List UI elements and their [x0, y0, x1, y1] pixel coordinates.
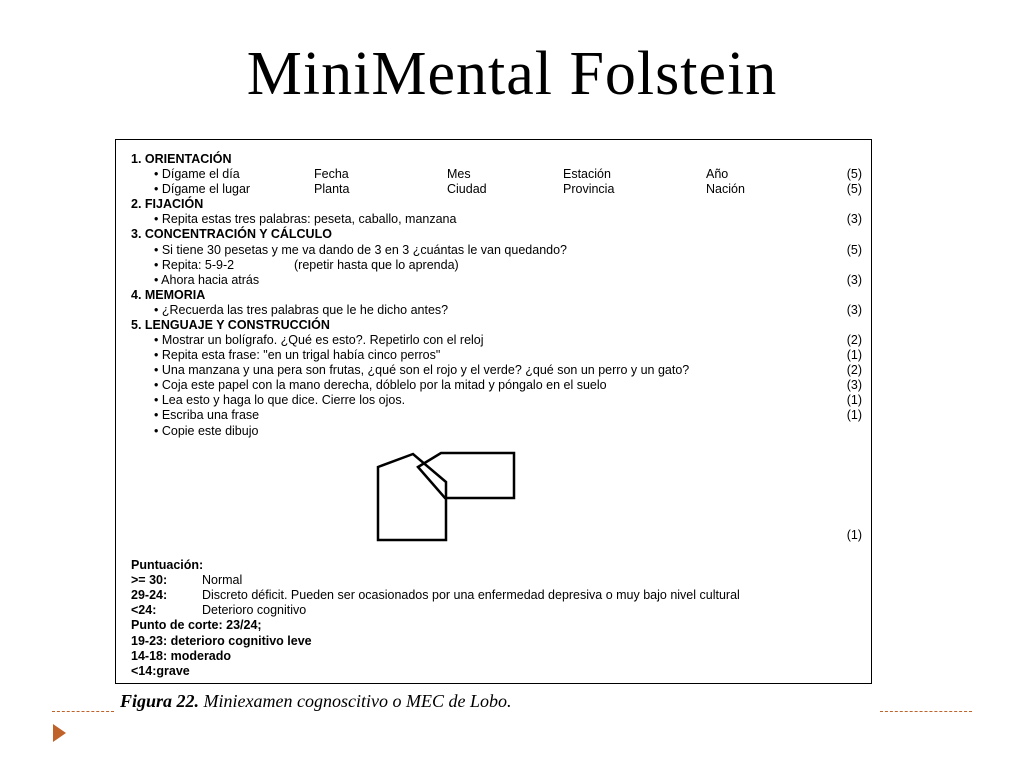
item-column: Estación [563, 167, 611, 181]
pentagon-left-shape [378, 454, 446, 540]
scoring-heading: Puntuación: [131, 558, 204, 572]
item-note: (repetir hasta que lo aprenda) [294, 258, 459, 272]
item-text: • Repita: 5-9-2 [154, 258, 235, 272]
item-text: • Repita estas tres palabras: peseta, caballo, manzana [154, 212, 457, 226]
figure-caption [120, 690, 511, 712]
intersecting-pentagons-drawing [258, 312, 538, 548]
section-heading-concentracion: 3. CONCENTRACIÓN Y CÁLCULO [131, 227, 332, 241]
item-points: (3) [846, 303, 862, 317]
item-text: • Mostrar un bolígrafo. ¿Qué es esto?. Repetirlo con el reloj [154, 333, 484, 347]
score-range: 29-24: [131, 588, 168, 602]
item-points: (1) [846, 528, 862, 542]
item-column: Ciudad [447, 182, 487, 196]
item-text: • Una manzana y una pera son frutas, ¿qué son el rojo y el verde? ¿qué son un perro y un gato? [154, 363, 690, 377]
caption-text: Miniexamen cognoscitivo o MEC de Lobo. [199, 691, 512, 711]
item-text: • Si tiene 30 pesetas y me va dando de 3 en 3 ¿cuántas le van quedando? [154, 243, 568, 257]
score-meaning: Deterioro cognitivo [202, 603, 307, 617]
item-column: Planta [314, 182, 350, 196]
score-range: <24: [131, 603, 157, 617]
caption-label: Figura 22. [120, 691, 200, 711]
divider-left [52, 711, 114, 712]
score-meaning: Discreto déficit. Pueden ser ocasionados por una enfermedad depresiva o muy bajo nivel cultural [202, 588, 740, 602]
item-label: • Dígame el día [154, 167, 240, 181]
item-points: (5) [846, 167, 862, 181]
item-points: (3) [846, 378, 862, 392]
item-points: (1) [846, 408, 862, 422]
cutoff-line: Punto de corte: 23/24; [131, 618, 262, 632]
item-text: • Copie este dibujo [154, 424, 259, 438]
item-column: Provincia [563, 182, 615, 196]
item-points: (2) [846, 363, 862, 377]
cutoff-line: <14:grave [131, 664, 190, 678]
triangle-right-icon[interactable] [53, 724, 66, 742]
slide-title: MiniMental Folstein [246, 40, 778, 108]
item-label: • Dígame el lugar [154, 182, 251, 196]
item-text: • ¿Recuerda las tres palabras que le he dicho antes? [154, 303, 449, 317]
section-heading-orientacion: 1. ORIENTACIÓN [131, 152, 232, 166]
item-points: (3) [846, 273, 862, 287]
section-heading-memoria: 4. MEMORIA [131, 288, 206, 302]
pentagon-right-shape [418, 453, 514, 498]
item-points: (2) [846, 333, 862, 347]
divider-right [880, 711, 972, 712]
item-text: • Escriba una frase [154, 408, 260, 422]
item-text: • Coja este papel con la mano derecha, dóblelo por la mitad y póngalo en el suelo [154, 378, 607, 392]
item-text: • Repita esta frase: "en un trigal había cinco perros" [154, 348, 441, 362]
item-column: Año [706, 167, 729, 181]
item-points: (1) [846, 393, 862, 407]
cutoff-line: 14-18: moderado [131, 649, 232, 663]
item-column: Fecha [314, 167, 349, 181]
score-range: >= 30: [131, 573, 168, 587]
item-points: (1) [846, 348, 862, 362]
item-points: (5) [846, 182, 862, 196]
item-column: Nación [706, 182, 745, 196]
item-points: (5) [846, 243, 862, 257]
score-meaning: Normal [202, 573, 243, 587]
item-points: (3) [846, 212, 862, 226]
section-heading-fijacion: 2. FIJACIÓN [131, 197, 204, 211]
cutoff-line: 19-23: deterioro cognitivo leve [131, 634, 312, 648]
item-text: • Lea esto y haga lo que dice. Cierre los ojos. [154, 393, 406, 407]
item-text: • Ahora hacia atrás [154, 273, 260, 287]
section-heading-lenguaje: 5. LENGUAJE Y CONSTRUCCIÓN [131, 318, 330, 332]
item-column: Mes [447, 167, 471, 181]
